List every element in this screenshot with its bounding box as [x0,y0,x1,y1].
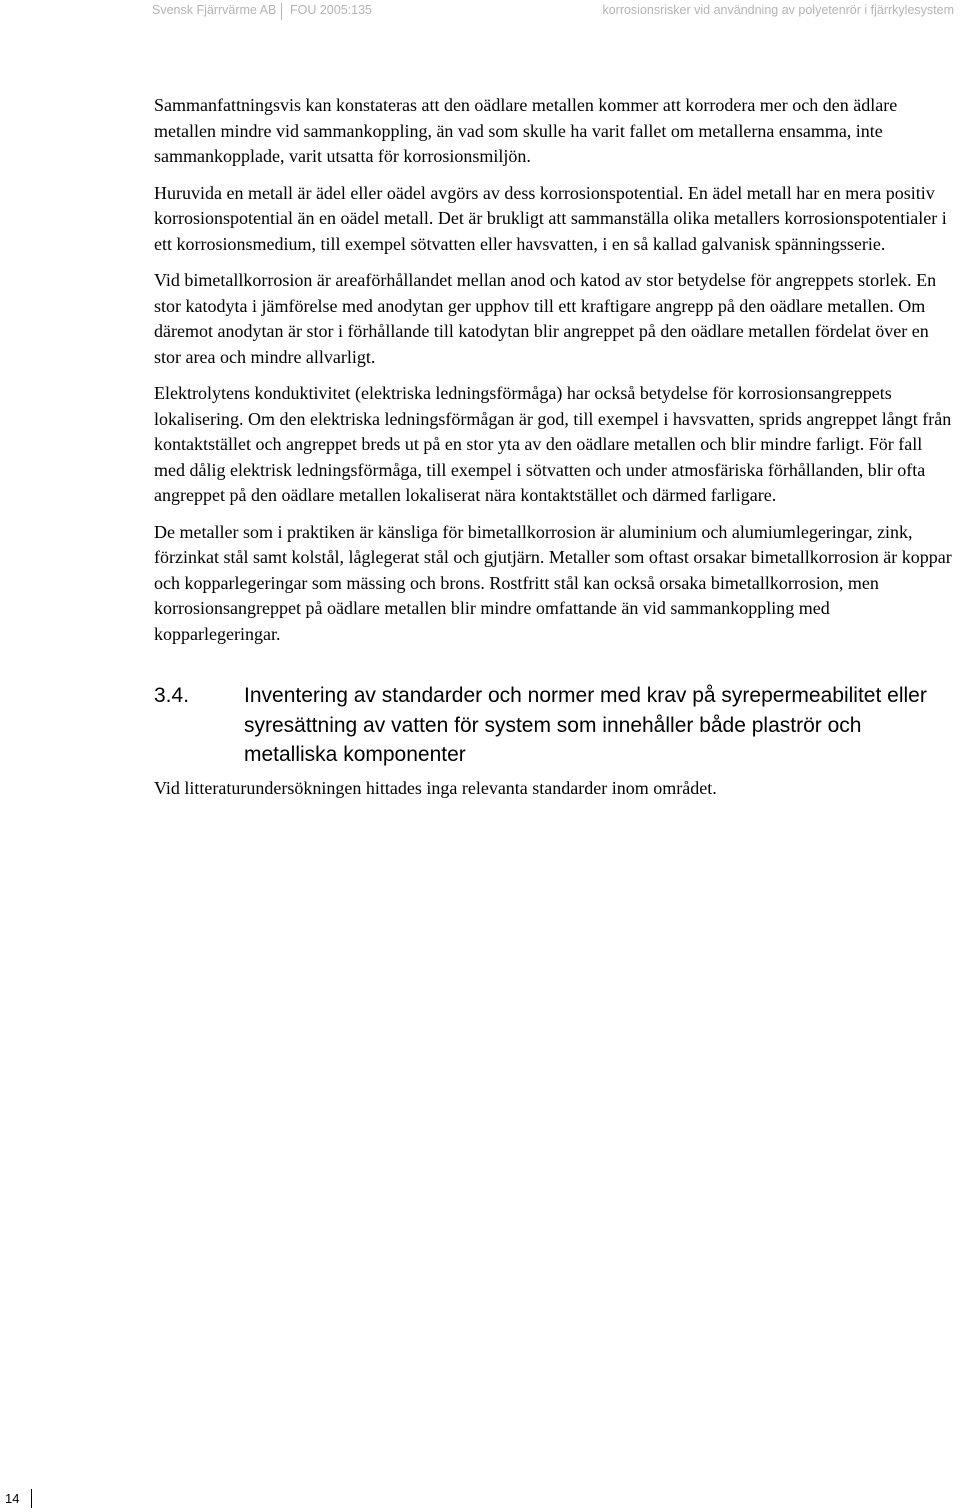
body-paragraph: Sammanfattningsvis kan konstateras att den oädlare metallen kommer att korrodera mer och den ädlare metallen mindre vid sammankoppling, än vad som skulle ha varit fallet om metallerna ensamma, inte sammankopplade, varit utsatta för korrosionsmiljön. [154,95,898,166]
page-body [154,93,954,812]
page-header [0,0,960,24]
header-organization: Svensk Fjärrvärme AB [152,3,277,17]
body-paragraph: Huruvida en metall är ädel eller oädel avgörs av dess korrosionspotential. En ädel metall har en mera positiv korrosionspotential än en oädel metall. Det är brukligt att sammanställa olika metallers korrosionspotentialer i ett korrosionsmedium, till exempel sötvatten eller havsvatten, i en så kallad galvanisk spänningsserie. [154,182,947,254]
page-number: 14 [5,1491,20,1506]
body-paragraph: Elektrolytens konduktivitet (elektriska ledningsförmåga) har också betydelse för korrosionsangreppets lokalisering. Om den elektriska ledningsförmågan är god, till exempel i havsvatten, sprids angreppet långt från kontaktstället och angreppet breds ut på en stor yta av den oädlare metallen och blir mindre farligt. För fall med dålig elektrisk ledningsförmåga, till exempel i sötvatten och under atmosfäriska förhållanden, blir ofta angreppet på den oädlare metallen lokaliserat nära kontaktstället och därmed farligare. [154,383,952,505]
section-title: Inventering av standarder och normer med krav på syrepermeabilitet eller syresättning av vatten för system som innehåller både plaströr och metalliska komponenter [244,684,927,766]
body-paragraph: Vid bimetallkorrosion är areaförhållandet mellan anod och katod av stor betydelse för angreppets storlek. En stor katodyta i jämförelse med anodytan ger upphov till ett kraftigare angrepp på den oädlare metallen. Om däremot anodytan är stor i förhållande till katodytan blir angreppet på den oädlare metallen fördelat över en stor area och mindre allvarligt. [154,270,937,367]
header-divider [281,3,282,20]
header-document-title: korrosionsrisker vid användning av polyetenrör i fjärrkylesystem [602,3,954,17]
section-number: 3.4. [154,684,190,707]
section-heading [154,681,954,770]
footer-divider [31,1489,32,1508]
header-report-id: FOU 2005:135 [290,3,372,17]
section-body: Vid litteraturundersökningen hittades inga relevanta standarder inom området. [154,777,717,798]
body-paragraph: De metaller som i praktiken är känsliga för bimetallkorrosion är aluminium och alumiumlegeringar, zink, förzinkat stål samt kolstål, låglegerat stål och gjutjärn. Metaller som oftast orsakar bimetallkorrosion är koppar och kopparlegeringar som mässing och brons. Rostfritt stål kan också orsaka bimetallkorrosion, men korrosionsangreppet på oädlare metallen blir mindre omfattande än vid sammankoppling med kopparlegeringar. [154,521,952,644]
